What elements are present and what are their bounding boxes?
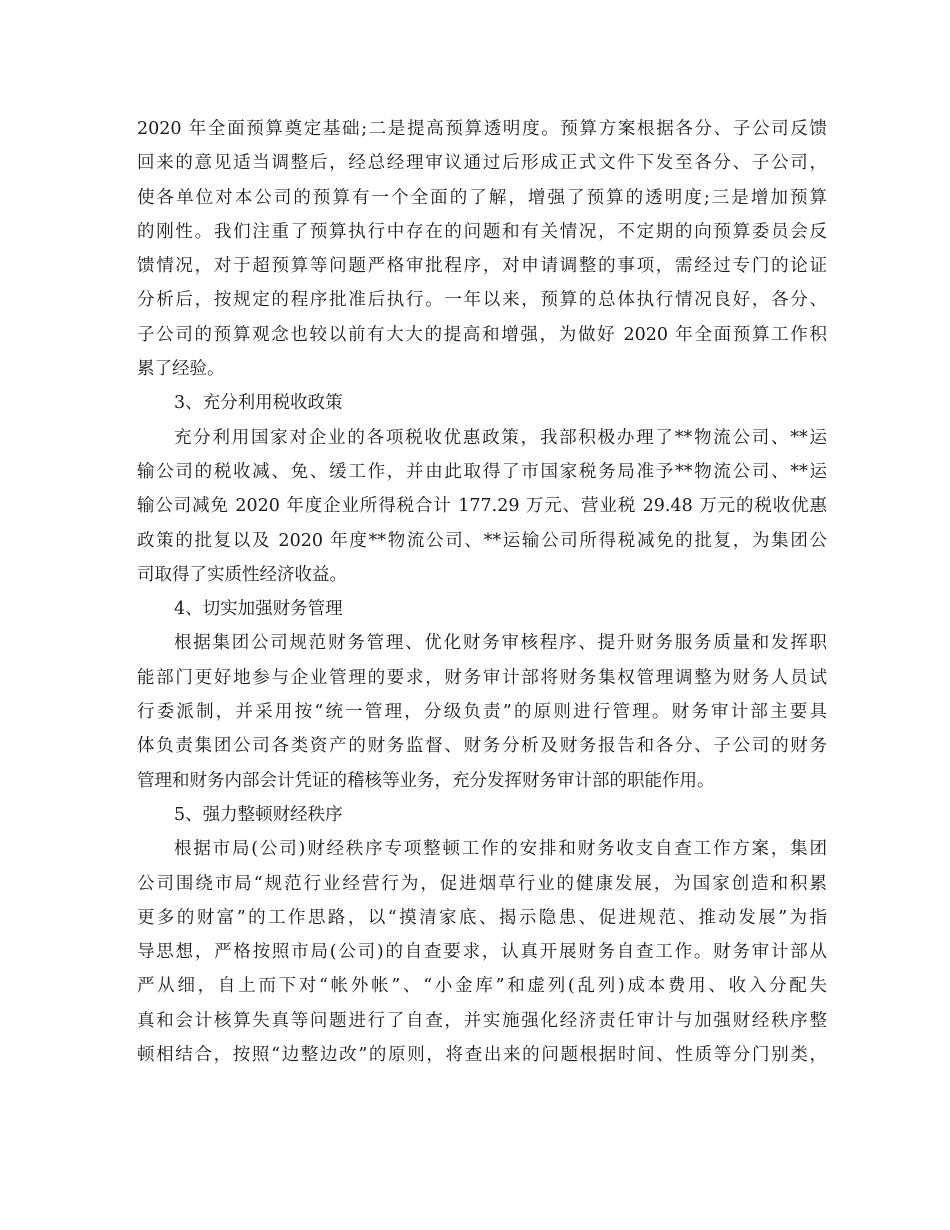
body-text-line: 的刚性。我们注重了预算执行中存在的问题和有关情况，不定期的向预算委员会反: [137, 221, 827, 242]
section-heading: 4、切实加强财务管理: [174, 599, 343, 620]
body-text-line: 输公司减免 2020 年度企业所得税合计 177.29 万元、营业税 29.48 万元的税收优惠: [137, 496, 827, 517]
section-heading: 5、强力整顿财经秩序: [174, 804, 343, 825]
body-text-line: 回来的意见适当调整后，经总经理审议通过后形成正式文件下发至各分、子公司，: [137, 153, 827, 174]
document-body: [137, 112, 827, 1072]
body-text-line: 根据集团公司规范财务管理、优化财务审核程序、提升财务服务质量和发挥职: [174, 633, 827, 654]
body-text-line: 能部门更好地参与企业管理的要求，财务审计部将财务集权管理调整为财务人员试: [137, 667, 827, 688]
body-text-line: 政策的批复以及 2020 年度**物流公司、**运输公司所得税减免的批复，为集团公: [137, 530, 827, 551]
body-text-line: 子公司的预算观念也较以前有大大的提高和增强，为做好 2020 年全面预算工作积: [137, 324, 827, 345]
body-text-line: 公司围绕市局“规范行业经营行为，促进烟草行业的健康发展，为国家创造和积累: [137, 873, 827, 894]
body-text-line: 行委派制，并采用按“统一管理，分级负责”的原则进行管理。财务审计部主要具: [137, 702, 827, 723]
body-text-line: 馈情况，对于超预算等问题严格审批程序，对申请调整的事项，需经过专门的论证: [137, 256, 827, 277]
body-text-line: 导思想，严格按照市局(公司)的自查要求，认真开展财务自查工作。财务审计部从: [137, 942, 827, 963]
body-text-line: 更多的财富”的工作思路，以“摸清家底、揭示隐患、促进规范、推动发展”为指: [137, 907, 827, 928]
body-text-line: 使各单位对本公司的预算有一个全面的了解，增强了预算的透明度;三是增加预算: [137, 187, 827, 208]
body-text-line: 输公司的税收减、免、缓工作，并由此取得了市国家税务局准予**物流公司、**运: [137, 461, 827, 482]
body-text-line: 管理和财务内部会计凭证的稽核等业务，充分发挥财务审计部的职能作用。: [137, 770, 715, 791]
body-text-line: 累了经验。: [137, 359, 225, 380]
body-text-line: 严从细，自上而下对“帐外帐”、“小金库”和虚列(乱列)成本费用、收入分配失: [137, 976, 827, 997]
body-text-line: 2020 年全面预算奠定基础;二是提高预算透明度。预算方案根据各分、子公司反馈: [137, 119, 827, 139]
body-text-line: 根据市局(公司)财经秩序专项整顿工作的安排和财务收支自查工作方案，集团: [174, 839, 827, 860]
body-text-line: 分析后，按规定的程序批准后执行。一年以来，预算的总体执行情况良好，各分、: [137, 290, 827, 311]
section-heading: 3、充分利用税收政策: [174, 393, 343, 414]
body-text-line: 真和会计核算失真等问题进行了自查，并实施强化经济责任审计与加强财经秩序整: [137, 1010, 827, 1031]
body-text-line: 体负责集团公司各类资产的财务监督、财务分析及财务报告和各分、子公司的财务: [137, 736, 827, 757]
body-text-line: 充分利用国家对企业的各项税收优惠政策，我部积极办理了**物流公司、**运: [174, 427, 827, 448]
body-text-line: 顿相结合，按照“边整边改”的原则，将查出来的问题根据时间、性质等分门别类，: [137, 1045, 827, 1066]
body-text-line: 司取得了实质性经济收益。: [137, 564, 347, 585]
